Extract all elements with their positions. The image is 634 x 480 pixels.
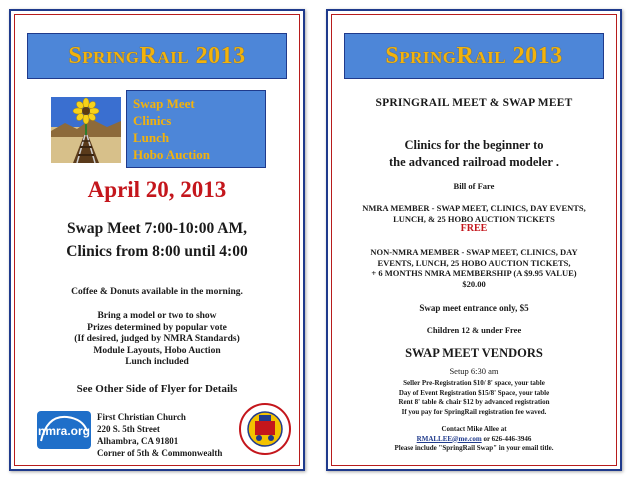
member-line: LUNCH, & 25 HOBO AUCTION TICKETS	[393, 213, 555, 224]
nmra-logo-text: nmra.org	[37, 424, 91, 438]
la-division-seal	[239, 403, 291, 455]
event-date: April 20, 2013	[87, 177, 227, 202]
vendor-fees	[328, 379, 620, 417]
vendor-fee-line: Seller Pre-Registration $10/ 8' space, your table	[403, 379, 545, 387]
clinics-time: Clinics from 8:00 until 4:00	[66, 243, 248, 260]
coffee-note: Coffee & Donuts available in the morning.	[71, 287, 243, 297]
event-item-clinics: Clinics	[133, 113, 172, 128]
activity-line: Prizes determined by popular vote	[87, 322, 227, 333]
venue-city: Alhambra, CA 91801	[97, 436, 179, 446]
setup-time: Setup 6:30 am	[449, 366, 499, 376]
entrance-fee: Swap meet entrance only, $5	[419, 303, 529, 313]
event-times	[11, 217, 303, 263]
venue-street: 220 S. 5th Street	[97, 424, 160, 434]
clinics-description	[328, 137, 620, 171]
children-note: Children 12 & under Free	[426, 325, 522, 335]
page-title: SpringRail 2013	[68, 42, 246, 69]
venue-address	[97, 411, 237, 459]
contact-label: Contact Mike Allee at	[441, 425, 507, 433]
clinics-line: the advanced railroad modeler .	[388, 155, 559, 169]
event-item-hobo-auction: Hobo Auction	[133, 147, 210, 162]
flyer-back-page	[326, 9, 622, 471]
railroad-sunflower-logo	[51, 97, 121, 163]
venue-name: First Christian Church	[97, 412, 186, 422]
bill-of-fare-label: Bill of Fare	[453, 181, 495, 191]
see-other-side-note: See Other Side of Flyer for Details	[76, 383, 238, 395]
nonmember-pricing	[328, 247, 620, 289]
event-item-lunch: Lunch	[133, 130, 170, 145]
vendors-heading: SWAP MEET VENDORS	[405, 346, 543, 360]
flyer-front-page	[9, 9, 305, 471]
activity-line: Lunch included	[125, 357, 189, 367]
nonmember-line: EVENTS, LUNCH, 25 HOBO AUCTION TICKETS,	[377, 257, 571, 268]
free-label: FREE	[460, 223, 488, 234]
event-item-swap-meet: Swap Meet	[133, 96, 195, 111]
contact-details	[328, 435, 620, 445]
email-note: Please include "SpringRail Swap" in your email title.	[394, 444, 554, 452]
contact-phone: or 626-446-3946	[481, 434, 532, 443]
activity-line: (If desired, judged by NMRA Standards)	[74, 334, 240, 344]
nmra-logo	[37, 411, 91, 449]
page-title: SpringRail 2013	[385, 42, 563, 69]
clinics-line: Clinics for the beginner to	[404, 138, 544, 152]
member-pricing	[328, 203, 620, 235]
meet-heading: SPRINGRAIL MEET & SWAP MEET	[375, 97, 573, 109]
nonmember-line: NON-NMRA MEMBER - SWAP MEET, CLINICS, DAY	[370, 247, 578, 257]
member-line: NMRA MEMBER - SWAP MEET, CLINICS, DAY EVENTS,	[362, 203, 586, 213]
vendor-fee-line: Rent 8' table & chair $12 by advanced registration	[398, 398, 550, 406]
nonmember-price: $20.00	[462, 278, 486, 289]
contact-info	[328, 425, 620, 454]
swap-meet-time: Swap Meet 7:00-10:00 AM,	[67, 220, 247, 237]
title-banner	[344, 33, 604, 79]
title-banner	[27, 33, 287, 79]
activity-line: Module Layouts, Hobo Auction	[93, 345, 221, 356]
venue-corner: Corner of 5th & Commonwealth	[97, 448, 223, 458]
activities-list	[11, 311, 303, 369]
event-list-box	[126, 90, 266, 168]
contact-email-link[interactable]: RMALLEE@me.com	[416, 434, 482, 443]
vendor-fee-line: Day of Event Registration $15/8' Space, your table	[398, 388, 550, 397]
activity-line: Bring a model or two to show	[97, 311, 217, 321]
vendor-fee-line: If you pay for SpringRail registration fee waved.	[401, 407, 547, 416]
nonmember-line: + 6 MONTHS NMRA MEMBERSHIP (A $9.95 VALUE)	[371, 268, 577, 278]
